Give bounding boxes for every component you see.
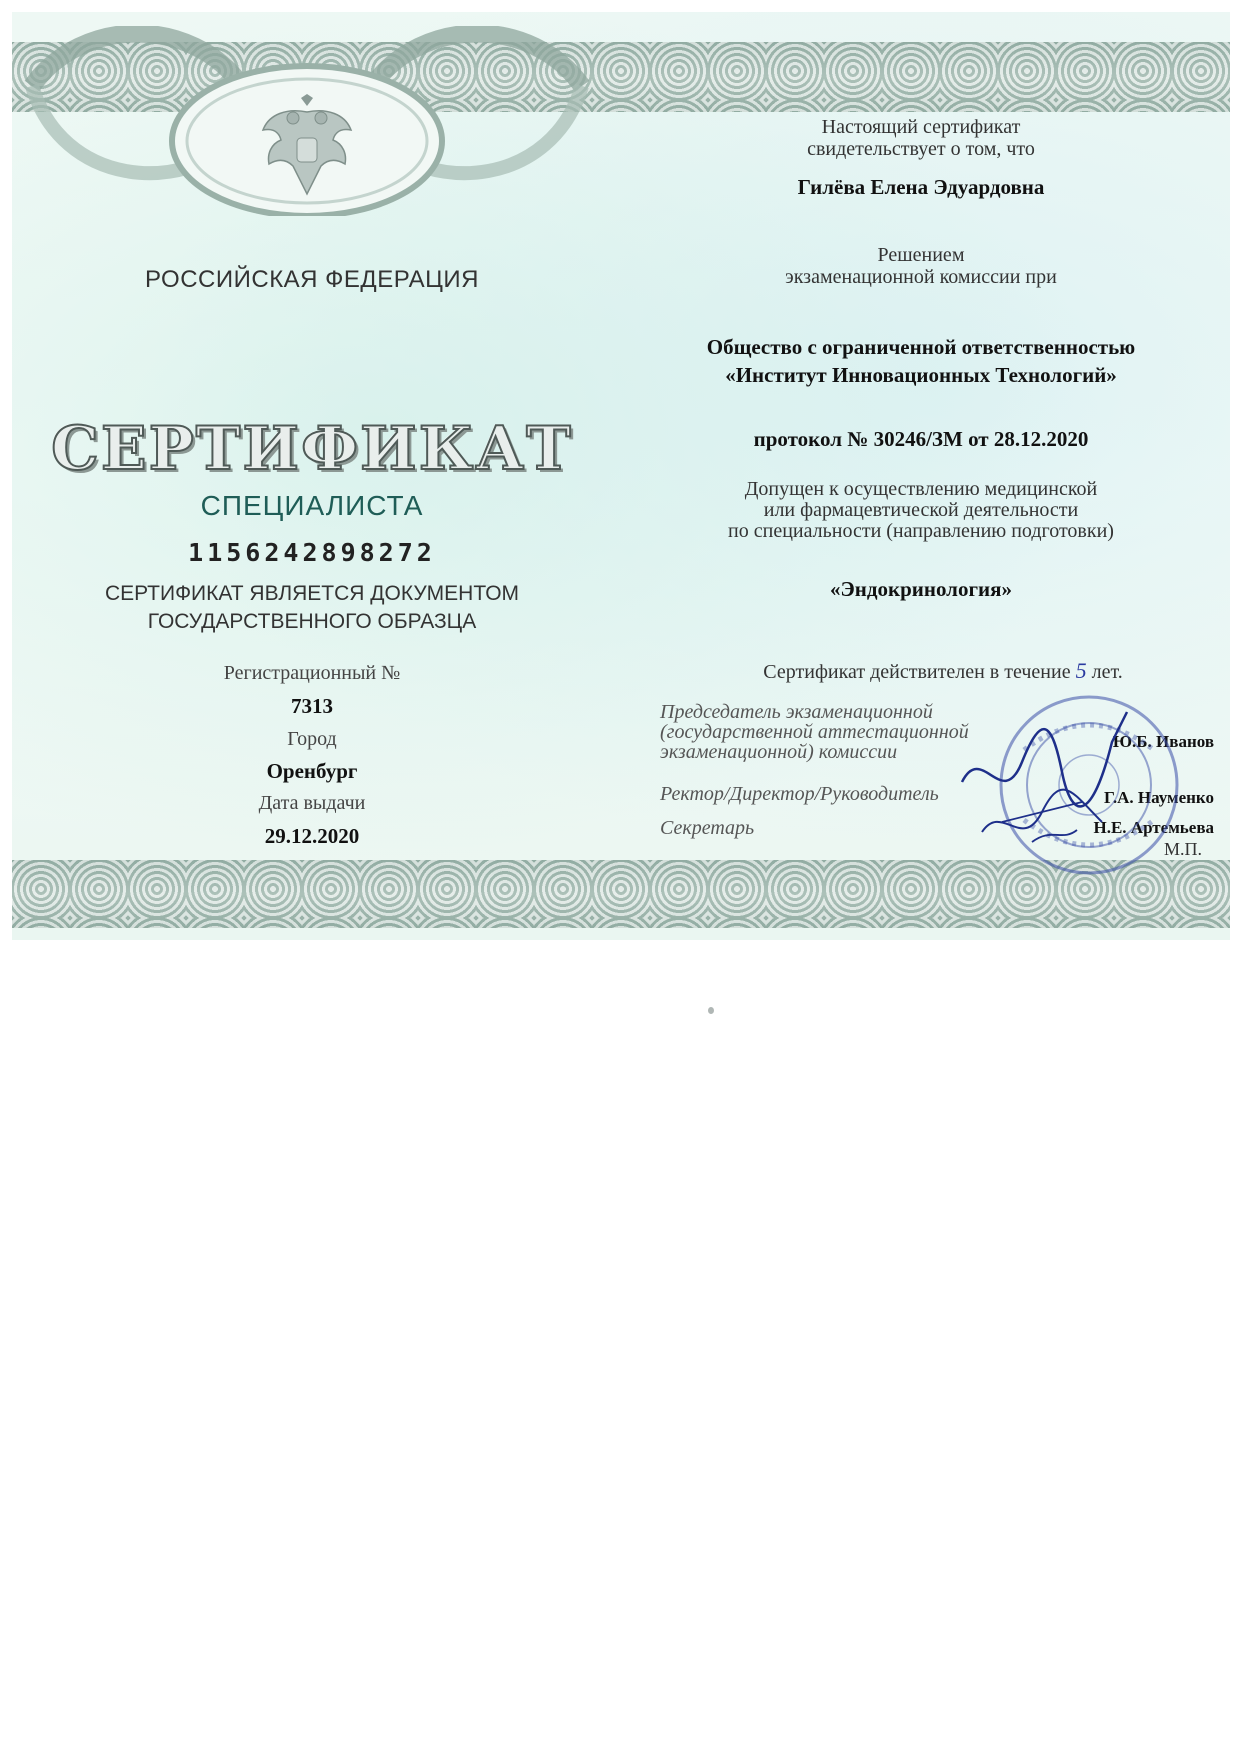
certificate-sheet bbox=[12, 12, 1230, 940]
signature-icon bbox=[942, 702, 1142, 862]
rector-name: Г.А. Науменко bbox=[1103, 788, 1214, 807]
admission-line-3: по специальности (направлению подготовки) bbox=[728, 520, 1114, 542]
city-value: Оренбург bbox=[266, 759, 358, 783]
validity-suffix: лет. bbox=[1091, 661, 1123, 683]
serial-number: 1156242898272 bbox=[188, 538, 436, 567]
validity-prefix: Сертификат действителен в течение bbox=[763, 661, 1071, 683]
intro-line-2: свидетельствует о том, что bbox=[807, 138, 1035, 160]
registration-number: 7313 bbox=[291, 694, 333, 718]
decision-line-2: экзаменационной комиссии при bbox=[785, 266, 1057, 288]
holder-name: Гилёва Елена Эдуардовна bbox=[797, 175, 1045, 199]
scan-speck bbox=[708, 1007, 714, 1014]
intro-line-1: Настоящий сертификат bbox=[821, 116, 1021, 138]
organization-line-1: Общество с ограниченной ответственностью bbox=[706, 335, 1136, 359]
issue-date-value: 29.12.2020 bbox=[264, 824, 360, 848]
stamp-place-mark: М.П. bbox=[1163, 839, 1202, 859]
protocol-line: протокол № 30246/ЗМ от 28.12.2020 bbox=[753, 427, 1089, 451]
left-panel bbox=[12, 12, 612, 940]
secretary-label: Секретарь bbox=[660, 817, 755, 839]
certificate-title: СЕРТИФИКАТ bbox=[51, 414, 573, 484]
organization-line-2: «Институт Инновационных Технологий» bbox=[725, 363, 1117, 387]
specialty-name: «Эндокринология» bbox=[830, 577, 1012, 601]
admission-line-1: Допущен к осуществлению медицинской bbox=[744, 478, 1098, 500]
secretary-name: Н.Е. Артемьева bbox=[1093, 818, 1214, 837]
validity-line bbox=[634, 660, 1230, 683]
chairman-label bbox=[660, 702, 969, 762]
rector-label: Ректор/Директор/Руководитель bbox=[660, 783, 939, 805]
state-document-note-line2: ГОСУДАРСТВЕННОГО ОБРАЗЦА bbox=[147, 610, 477, 633]
state-document-note bbox=[12, 580, 612, 636]
admission-line-2: или фармацевтической деятельности bbox=[763, 499, 1079, 521]
registration-label: Регистрационный № bbox=[223, 662, 401, 684]
chairman-label-line2: (государственной аттестационной bbox=[660, 721, 969, 743]
decision-line-1: Решением bbox=[877, 244, 965, 266]
chairman-label-line3: экзаменационной) комиссии bbox=[660, 741, 898, 763]
city-label: Город bbox=[287, 728, 337, 750]
chairman-label-line1: Председатель экзаменационной bbox=[660, 701, 933, 723]
validity-years: 5 bbox=[1075, 658, 1087, 683]
issue-date-label: Дата выдачи bbox=[258, 792, 366, 814]
chairman-name: Ю.Б. Иванов bbox=[1112, 732, 1214, 751]
state-document-note-line1: СЕРТИФИКАТ ЯВЛЯЕТСЯ ДОКУМЕНТОМ bbox=[104, 582, 520, 605]
country-title: РОССИЙСКАЯ ФЕДЕРАЦИЯ bbox=[145, 266, 479, 293]
certificate-subtitle: СПЕЦИАЛИСТА bbox=[200, 490, 424, 521]
